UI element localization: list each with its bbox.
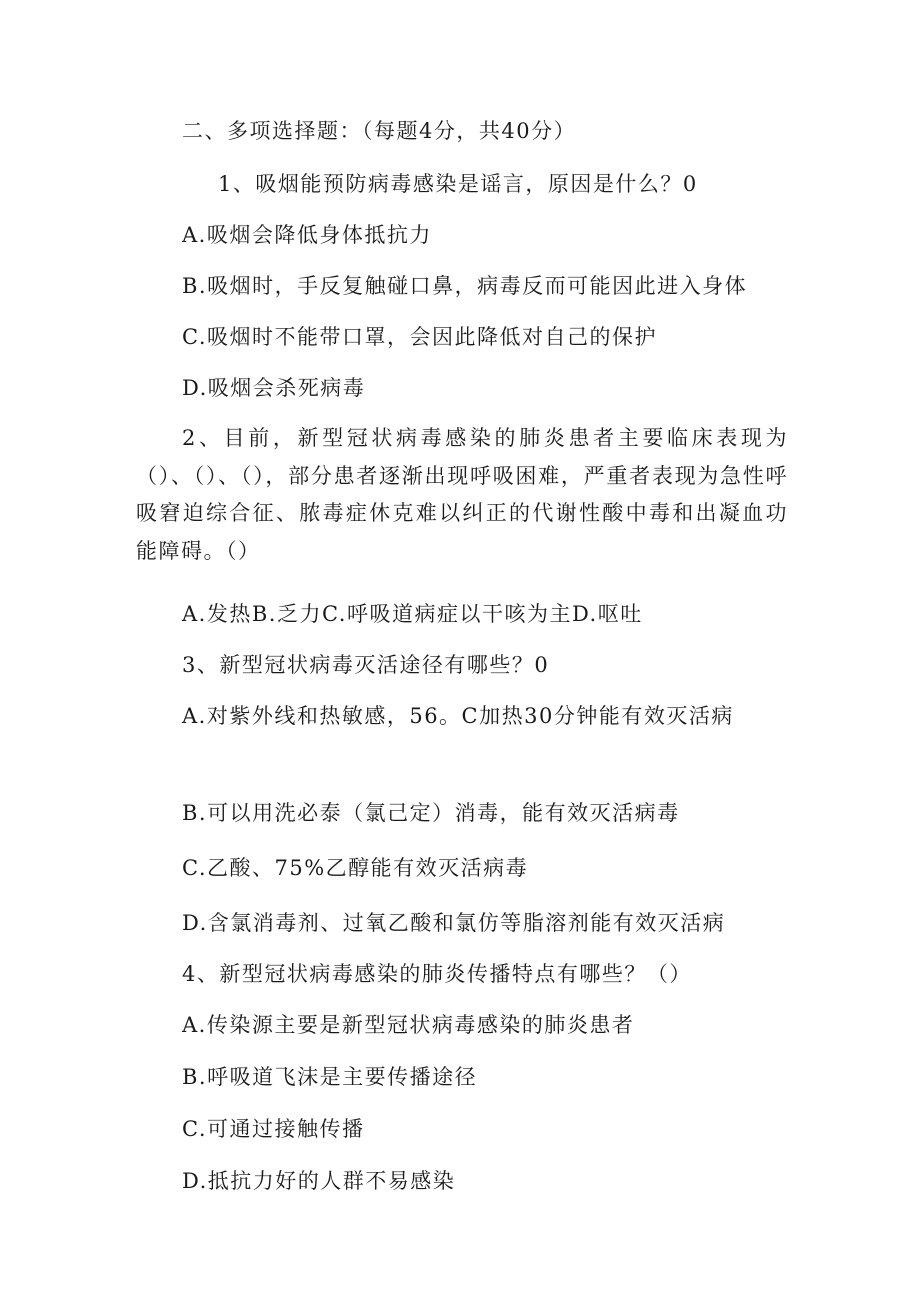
question-1-option-b: B.吸烟时，手反复触碰口鼻，病毒反而可能因此进入身体 bbox=[182, 274, 748, 298]
question-3-option-b: B.可以用洗必泰（氯己定）消毒，能有效灭活病毒 bbox=[182, 801, 680, 825]
question-1-option-c: C.吸烟时不能带口罩，会因此降低对自己的保护 bbox=[182, 325, 657, 349]
section-title: 二、多项选择题：（每题4分，共40分） bbox=[182, 119, 577, 143]
question-1-option-d: D.吸烟会杀死病毒 bbox=[182, 376, 366, 400]
question-2-stem: 2、目前，新型冠状病毒感染的肺炎患者主要临床表现为（）、（）、（），部分患者逐渐出现呼吸困难，严重者表现为急性呼吸窘迫综合征、脓毒症休克难以纠正的代谢性酸中毒和出凝血功能障碍。（） bbox=[136, 426, 788, 563]
question-2-options: A.发热B.乏力C.呼吸道病症以干咳为主D.呕吐 bbox=[182, 602, 643, 626]
question-4-option-d: D.抵抗力好的人群不易感染 bbox=[182, 1169, 456, 1193]
question-1-option-a: A.吸烟会降低身体抵抗力 bbox=[182, 223, 432, 247]
question-3-stem: 3、新型冠状病毒灭活途径有哪些？0 bbox=[182, 653, 550, 677]
question-1-stem: 1、吸烟能预防病毒感染是谣言，原因是什么？0 bbox=[218, 172, 698, 196]
question-4-option-c: C.可通过接触传播 bbox=[182, 1117, 365, 1141]
question-3-option-a: A.对紫外线和热敏感，56。C加热30分钟能有效灭活病 bbox=[182, 704, 734, 728]
question-3-option-d: D.含氯消毒剂、过氧乙酸和氯仿等脂溶剂能有效灭活病 bbox=[182, 911, 726, 935]
question-4-option-b: B.呼吸道飞沫是主要传播途径 bbox=[182, 1065, 478, 1089]
question-3-option-c: C.乙酸、75%乙醇能有效灭活病毒 bbox=[182, 856, 529, 880]
question-4-option-a: A.传染源主要是新型冠状病毒感染的肺炎患者 bbox=[182, 1013, 635, 1037]
question-4-stem: 4、新型冠状病毒感染的肺炎传播特点有哪些？（） bbox=[182, 962, 692, 986]
